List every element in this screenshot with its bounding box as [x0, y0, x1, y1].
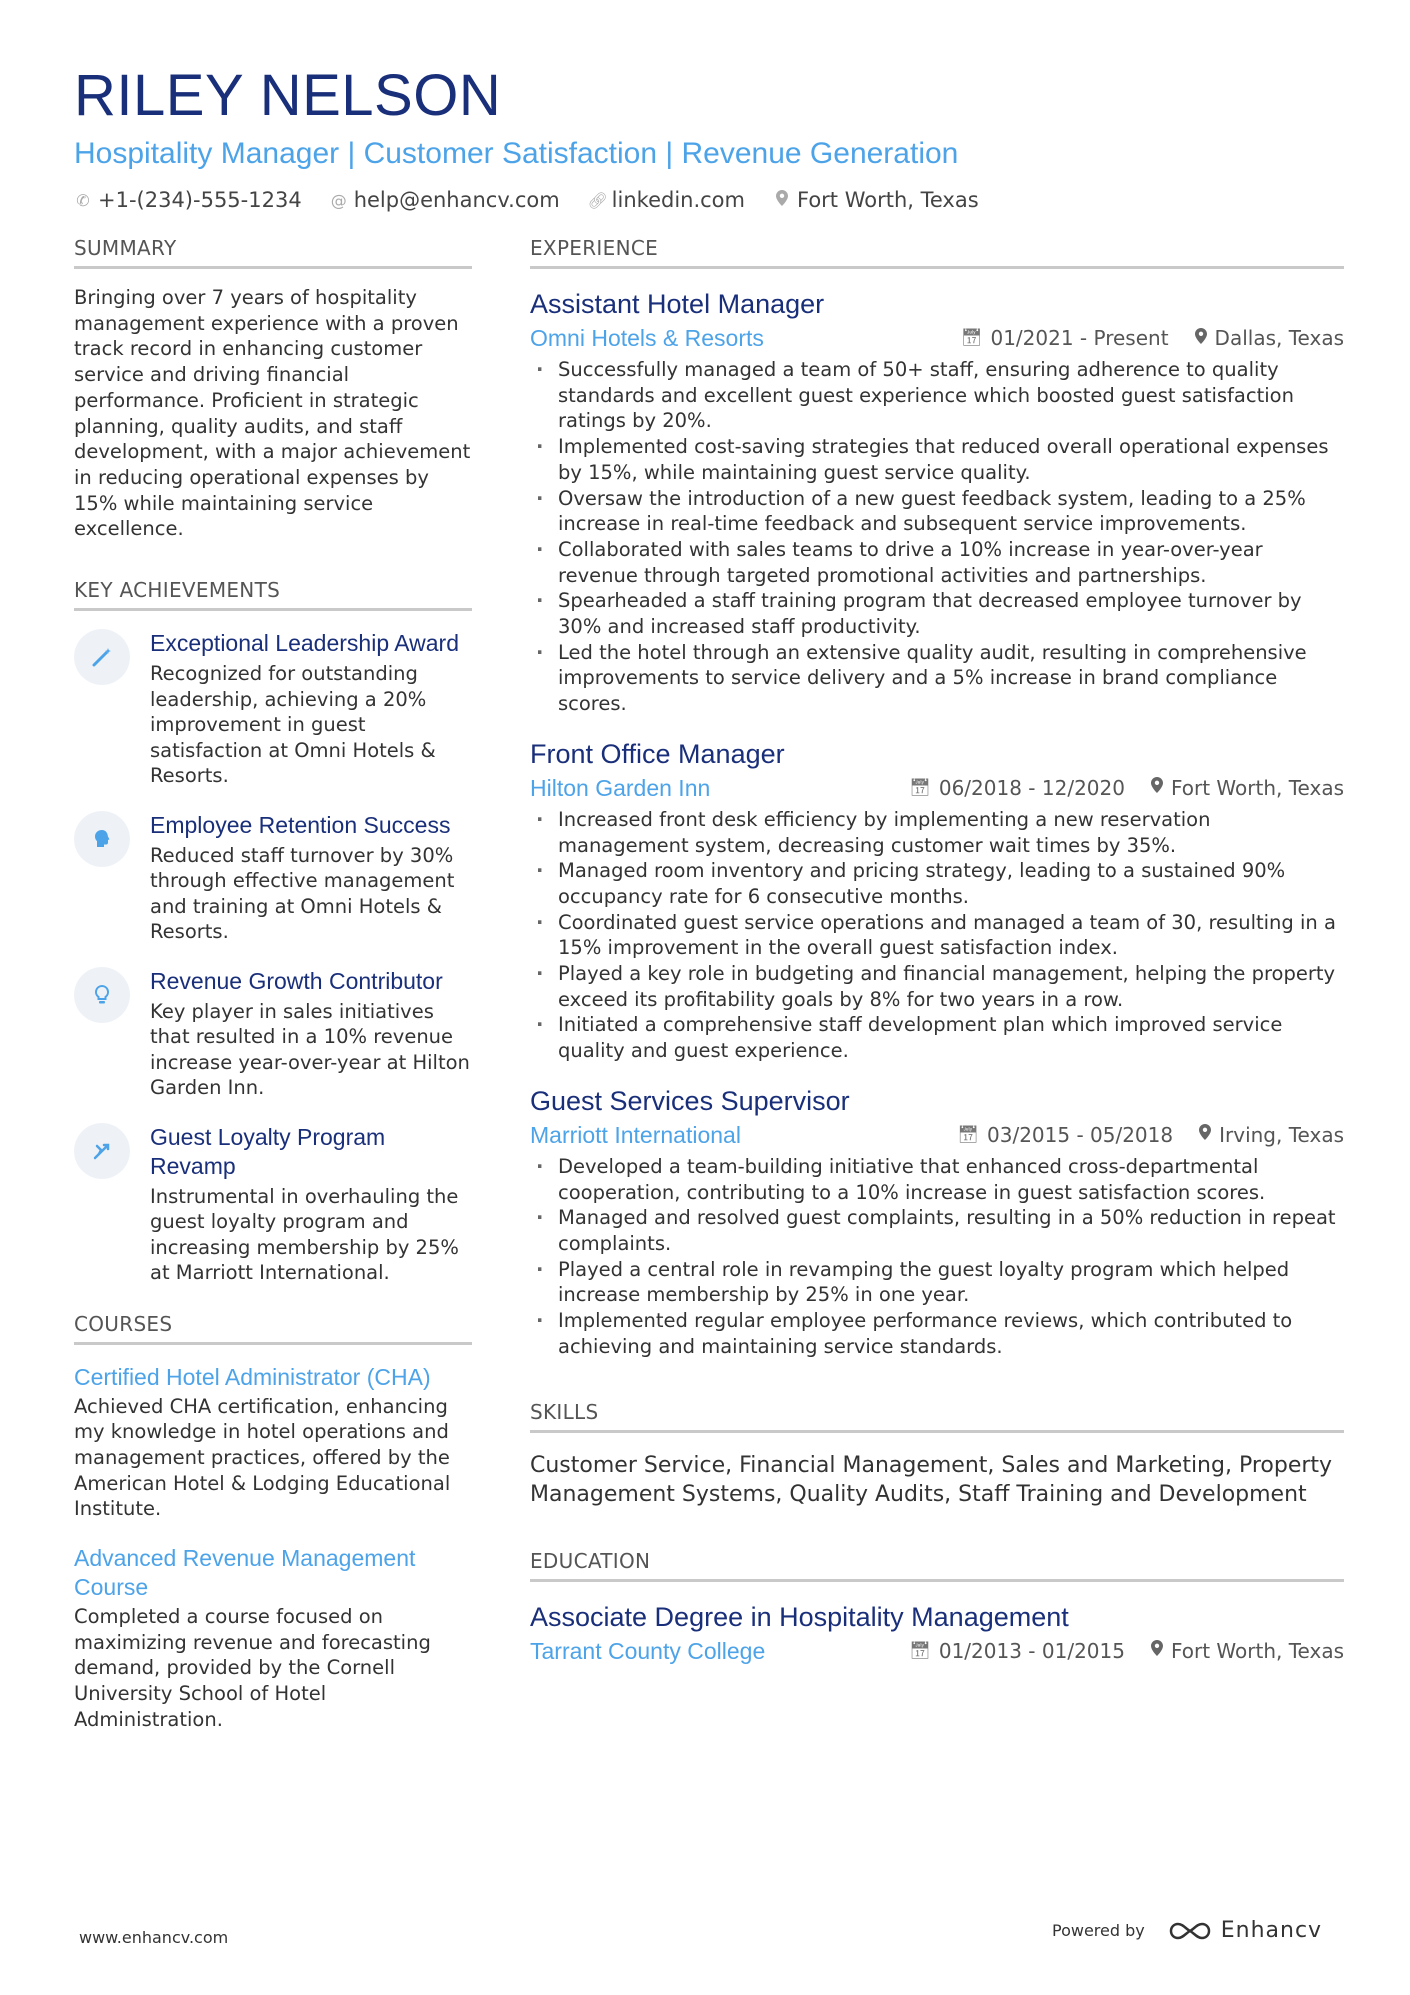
job-bullet: · Implemented regular employee performance reviews, which contributed to achieving and maintaining service standards. — [530, 1308, 1344, 1359]
job-meta-right — [957, 1123, 1344, 1147]
education-heading: EDUCATION — [530, 1549, 1344, 1582]
job-meta — [530, 323, 1344, 353]
location-pin-icon — [773, 190, 791, 210]
job-dates-text: 01/2021 - Present — [990, 326, 1169, 350]
job-bullet: · Oversaw the introduction of a new guest feedback system, leading to a 25% increase in real-time feedback and subsequent service improvements. — [530, 486, 1344, 537]
footer-branding — [1052, 1918, 1322, 1943]
course-title: Certified Hotel Administrator (CHA) — [74, 1363, 431, 1390]
achievement-desc: Recognized for outstanding leadership, achieving a 20% improvement in guest satisfaction at Omni Hotels & Resorts. — [150, 662, 436, 788]
job-location — [1195, 326, 1344, 350]
candidate-tagline: Hospitality Manager | Customer Satisfaction | Revenue Generation — [74, 137, 959, 170]
calendar-icon: 📅︎ — [960, 328, 983, 348]
job-location-text: Fort Worth, Texas — [1170, 775, 1344, 800]
education-section — [530, 1549, 1344, 1666]
location-pin-icon — [1199, 1124, 1211, 1145]
contact-location — [773, 188, 979, 212]
education-dates — [909, 1639, 1125, 1663]
education-meta-right — [909, 1639, 1344, 1663]
job-bullet: · Successfully managed a team of 50+ staff, ensuring adherence to quality standards and excellent guest experience which boosted guest satisfaction ratings by 20%. — [530, 357, 1344, 434]
job-bullet: · Played a key role in budgeting and financial management, helping the property exceed its profitability goals by 8% for two years in a row. — [530, 961, 1344, 1012]
job-dates — [957, 1123, 1173, 1147]
education-location-text: Fort Worth, Texas — [1170, 1638, 1344, 1663]
location-pin-icon — [1195, 328, 1207, 349]
phone-icon: ✆ — [76, 190, 90, 210]
job-dates-text: 06/2018 - 12/2020 — [938, 775, 1125, 800]
education-location — [1151, 1639, 1344, 1663]
achievement-item — [74, 811, 472, 945]
lightbulb-icon — [74, 967, 130, 1023]
education-school: Tarrant County College — [530, 1637, 766, 1664]
enhancv-brand-text: Enhancv — [1220, 1918, 1323, 1943]
job-dates — [909, 776, 1125, 800]
job-bullets — [530, 1154, 1344, 1360]
head-icon — [74, 811, 130, 867]
achievement-desc: Key player in sales initiatives that resulted in a 10% revenue increase year-over-year at Hilton Garden Inn. — [150, 999, 470, 1100]
link-icon: 🔗︎ — [587, 190, 608, 210]
job-location-text: Irving, Texas — [1219, 1122, 1344, 1147]
job-bullet: · Initiated a comprehensive staff development plan which improved service quality and guest experience. — [530, 1012, 1344, 1063]
summary-section — [74, 236, 472, 542]
skills-section — [530, 1400, 1344, 1509]
job-meta — [530, 773, 1344, 803]
route-icon — [74, 1123, 130, 1179]
linkedin-text: linkedin.com — [611, 188, 745, 212]
resume-header — [74, 62, 1344, 212]
job-dates-text: 03/2015 - 05/2018 — [987, 1122, 1174, 1147]
job-bullet: · Coordinated guest service operations and managed a team of 30, resulting in a 15% improvement in the overall guest satisfaction index. — [530, 910, 1344, 961]
calendar-icon: 📅︎ — [957, 1124, 979, 1145]
job-entry — [530, 737, 1344, 1064]
job-meta-right — [909, 776, 1344, 800]
email-text: help@enhancv.com — [353, 188, 560, 212]
job-bullet: · Developed a team-building initiative that enhanced cross-departmental cooperation, contributing to a 10% increase in guest satisfaction scores. — [530, 1154, 1344, 1205]
job-location — [1199, 1123, 1344, 1147]
location-text: Fort Worth, Texas — [796, 188, 979, 212]
job-bullet: · Spearheaded a staff training program that decreased employee turnover by 30% and increased staff productivity. — [530, 588, 1344, 639]
job-meta — [530, 1120, 1344, 1150]
location-pin-icon — [1151, 1640, 1163, 1661]
education-dates-text: 01/2013 - 01/2015 — [938, 1638, 1125, 1663]
contact-email[interactable] — [330, 188, 560, 212]
job-bullets — [530, 807, 1344, 1064]
course-title: Advanced Revenue Management Course — [74, 1545, 416, 1601]
job-title: Assistant Hotel Manager — [530, 289, 825, 319]
experience-section — [530, 236, 1344, 1360]
summary-heading: SUMMARY — [74, 236, 472, 269]
job-location-text: Dallas, Texas — [1214, 326, 1344, 350]
left-column — [74, 236, 472, 1755]
contact-linkedin[interactable] — [588, 188, 745, 212]
contact-bar — [74, 188, 1344, 212]
course-item — [74, 1363, 472, 1523]
calendar-icon: 📅︎ — [909, 1640, 931, 1661]
job-location — [1151, 776, 1344, 800]
powered-by-text: Powered by — [1052, 1921, 1145, 1940]
experience-heading: EXPERIENCE — [530, 236, 1344, 269]
achievement-title: Guest Loyalty Program Revamp — [150, 1123, 386, 1179]
job-entry — [530, 1084, 1344, 1360]
job-dates — [961, 326, 1169, 350]
job-meta-right — [961, 326, 1344, 350]
courses-section — [74, 1312, 472, 1733]
achievement-desc: Instrumental in overhauling the guest loyalty program and increasing membership by 25% at Marriott International. — [150, 1184, 459, 1285]
job-company: Hilton Garden Inn — [530, 774, 711, 801]
achievements-heading: KEY ACHIEVEMENTS — [74, 578, 472, 611]
enhancv-logo-icon — [1167, 1919, 1213, 1943]
job-title: Front Office Manager — [530, 738, 785, 769]
skills-heading: SKILLS — [530, 1400, 1344, 1433]
achievement-item — [74, 629, 472, 789]
magic-wand-icon — [74, 629, 130, 685]
achievement-title: Exceptional Leadership Award — [150, 630, 460, 657]
course-desc: Achieved CHA certification, enhancing my knowledge in hotel operations and management practices, offered by the American Hotel & Lodging Educational Institute. — [74, 1394, 451, 1521]
achievement-item — [74, 1123, 472, 1286]
education-meta — [530, 1636, 1344, 1666]
job-entry — [530, 287, 1344, 717]
contact-phone[interactable] — [74, 188, 302, 212]
job-bullet: · Increased front desk efficiency by implementing a new reservation management system, decreasing customer wait times by 35%. — [530, 807, 1344, 858]
phone-text: +1-(234)-555-1234 — [98, 188, 302, 212]
achievement-title: Revenue Growth Contributor — [150, 967, 443, 994]
achievement-item — [74, 967, 472, 1101]
job-bullet: · Implemented cost-saving strategies that reduced overall operational expenses by 15%, while maintaining guest service quality. — [530, 434, 1344, 485]
job-title: Guest Services Supervisor — [530, 1085, 850, 1116]
education-degree: Associate Degree in Hospitality Management — [530, 1601, 1069, 1632]
skills-text: Customer Service, Financial Management, Sales and Marketing, Property Management Systems, Quality Audits, Staff Training and Development — [530, 1452, 1333, 1507]
job-company: Omni Hotels & Resorts — [530, 325, 764, 351]
summary-text: Bringing over 7 years of hospitality management experience with a proven track record in enhancing customer service and driving financial performance. Proficient in strategic planning, quality audits, and staff development, with a major achievement in reducing operational expenses by 15% while maintaining service excellence. — [74, 286, 471, 541]
job-bullet: · Played a central role in revamping the guest loyalty program which helped increase membership by 25% in one year. — [530, 1257, 1344, 1308]
job-bullet: · Managed room inventory and pricing strategy, leading to a sustained 90% occupancy rate for 6 consecutive months. — [530, 858, 1344, 909]
achievement-title: Employee Retention Success — [150, 811, 451, 838]
location-pin-icon — [1151, 777, 1163, 798]
footer-website[interactable]: www.enhancv.com — [79, 1928, 229, 1947]
enhancv-logo[interactable] — [1167, 1918, 1322, 1943]
job-bullet: · Collaborated with sales teams to drive a 10% increase in year-over-year revenue through targeted promotional activities and partnerships. — [530, 537, 1344, 588]
at-icon: @ — [330, 190, 347, 210]
job-bullet: · Led the hotel through an extensive quality audit, resulting in comprehensive improvements to service delivery and a 5% increase in brand compliance scores. — [530, 640, 1344, 717]
calendar-icon: 📅︎ — [909, 777, 931, 798]
candidate-name: RILEY NELSON — [74, 63, 502, 128]
achievements-section — [74, 578, 472, 1286]
job-bullet: · Managed and resolved guest complaints, resulting in a 50% reduction in repeat complaints. — [530, 1205, 1344, 1256]
job-company: Marriott International — [530, 1121, 741, 1148]
courses-heading: COURSES — [74, 1312, 472, 1345]
achievement-desc: Reduced staff turnover by 30% through effective management and training at Omni Hotels & Resorts. — [150, 843, 455, 944]
job-bullets — [530, 357, 1344, 717]
right-column — [530, 236, 1344, 1666]
course-item — [74, 1544, 472, 1733]
course-desc: Completed a course focused on maximizing revenue and forecasting demand, provided by the Cornell University School of Hotel Administration. — [74, 1605, 431, 1731]
